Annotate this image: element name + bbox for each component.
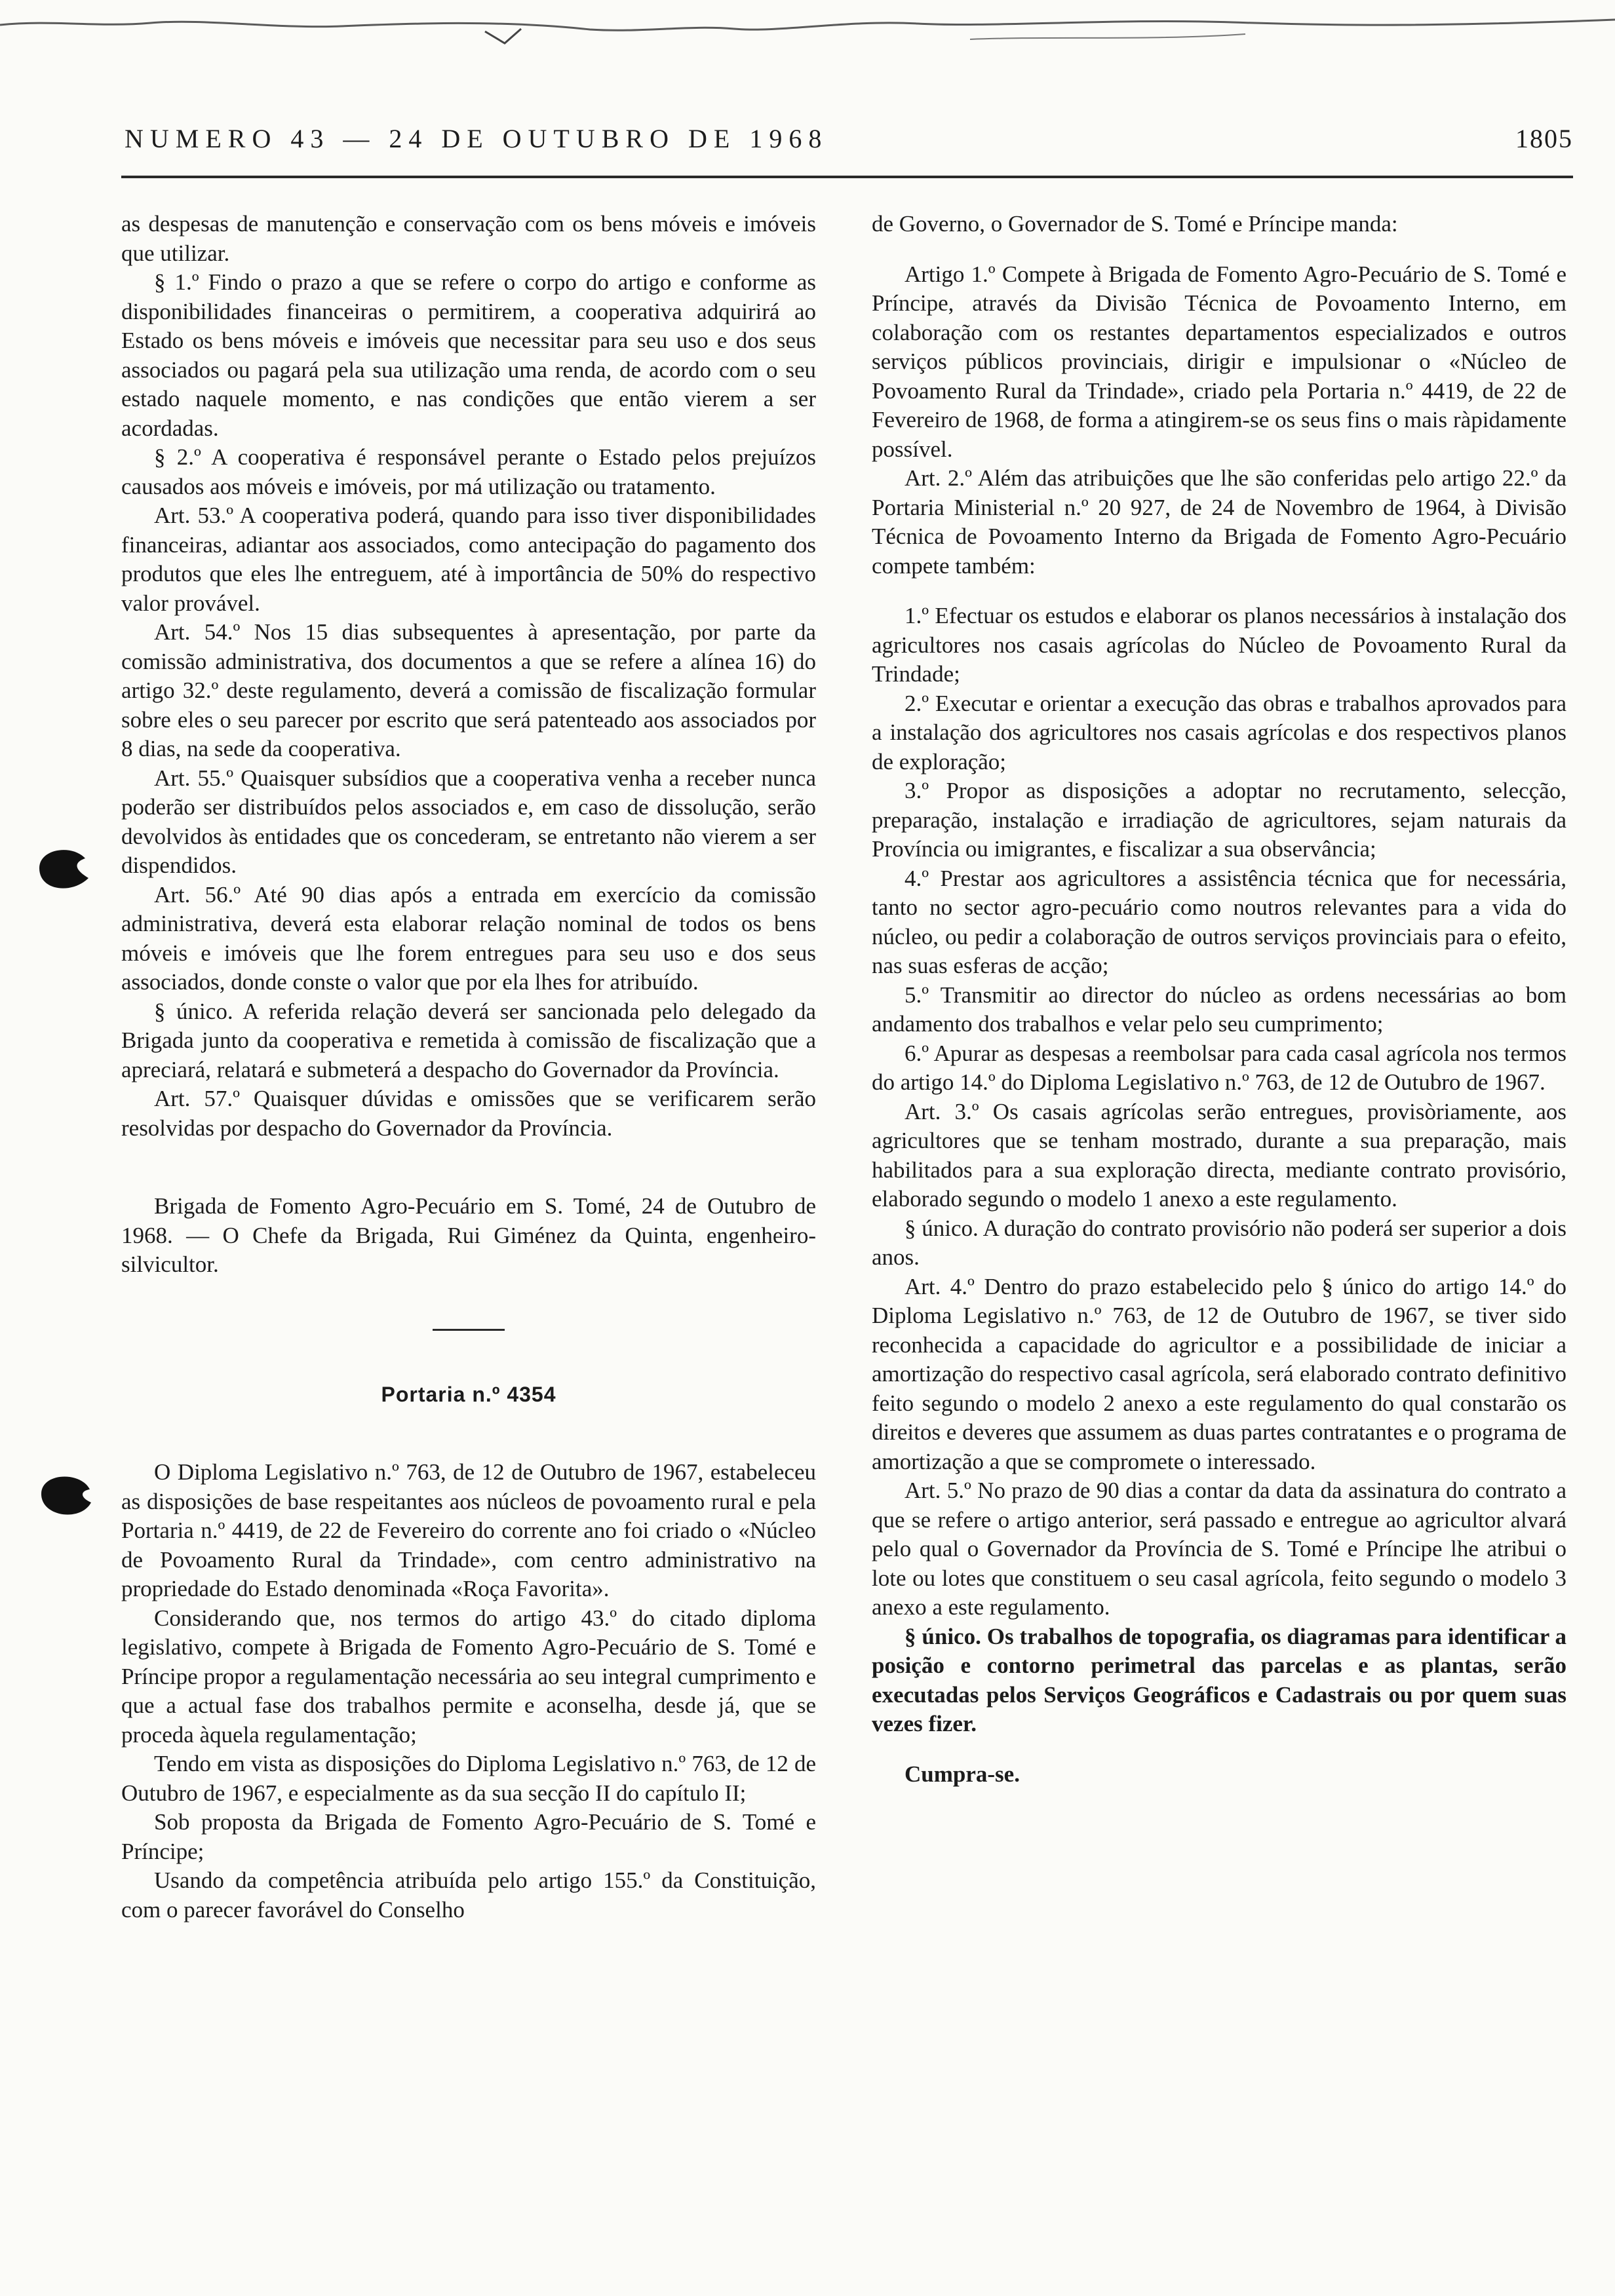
article-3: Art. 3.º Os casais agrícolas serão entregues, provisòriamente, aos agricultores que se tenham mostrado, durante a sua preparação, mais habilitados para a sua exploração directa, mediante contrato provisório, elaborado segundo o modelo 1 anexo a este regulamento. <box>872 1098 1566 1212</box>
preamble-paragraph: Usando da competência atribuída pelo artigo 155.º da Constituição, com o parecer favorável do Conselho <box>121 1867 816 1923</box>
article-57: Art. 57.º Quaisquer dúvidas e omissões que se verificarem serão resolvidas por despacho do Governador da Província. <box>121 1086 816 1141</box>
article-5: Art. 5.º No prazo de 90 dias a contar da data da assinatura do contrato a que se refere o artigo anterior, será passado e entregue ao agricultor alvará pelo qual o Governador da Província de S. Tomé e Príncipe lhe atribui o lote ou lotes que constituem o seu casal agrícola, feito segundo o modelo 3 anexo a este regulamento. <box>872 1478 1566 1620</box>
article-2: Art. 2.º Além das atribuições que lhe são conferidas pelo artigo 22.º da Portaria Ministerial n.º 20 927, de 24 de Novembro de 1964, à Divisão Técnica de Povoamento Interno da Brigada de Fomento Agro-Pecuário compete também: <box>872 465 1566 579</box>
issue-date: NUMERO 43 — 24 DE OUTUBRO DE 1968 <box>125 124 828 153</box>
punch-hole-mark-upper <box>26 839 98 898</box>
paragraph: § 2.º A cooperativa é responsável perante o Estado pelos prejuízos causados aos móveis e imóveis, por má utilização ou tratamento. <box>121 444 816 499</box>
closing-formula: Cumpra-se. <box>905 1761 1020 1787</box>
list-item: 3.º Propor as disposições a adoptar no recrutamento, selecção, preparação, instalação e irradiação de agricultores, sejam naturais da Província ou imigrantes, e fiscalizar a sua observância; <box>872 778 1566 862</box>
preamble-paragraph: Considerando que, nos termos do artigo 43.º do citado diploma legislativo, compete à Brigada de Fomento Agro-Pecuário de S. Tomé e Príncipe propor a regulamentação necessária ao seu integral cumprimento e que a actual fase dos trabalhos permite e aconselha, desde já, que se proceda àquela regulamentação; <box>121 1605 816 1748</box>
article-55: Art. 55.º Quaisquer subsídios que a cooperativa venha a receber nunca poderão ser distribuídos pelos associados e, em caso de dissolução, serão devolvidos às entidades que os concederam, se entretanto não vierem a ser dispendidos. <box>121 765 816 878</box>
signature-block: Brigada de Fomento Agro-Pecuário em S. Tomé, 24 de Outubro de 1968. — O Chefe da Brigada, Rui Giménez da Quinta, engenheiro-silvicultor. <box>121 1193 816 1277</box>
list-item: 6.º Apurar as despesas a reembolsar para cada casal agrícola nos termos do artigo 14.º do Diploma Legislativo n.º 763, de 12 de Outubro de 1967. <box>872 1040 1566 1095</box>
page-header <box>125 117 1573 163</box>
scan-edge-marks <box>0 0 1615 72</box>
paragraph-unico: § único. Os trabalhos de topografia, os diagramas para identificar a posição e contorno perimetral das parcelas e as plantas, serão executadas pelos Serviços Geográficos e Cadastrais ou por quem suas vezes fizer. <box>872 1623 1566 1736</box>
article-53: Art. 53.º A cooperativa poderá, quando para isso tiver disponibilidades financeiras, adiantar aos associados, como antecipação do pagamento dos produtos que eles lhe entreguem, até à importância de 50% do respectivo valor provável. <box>121 503 816 616</box>
paragraph: § 1.º Findo o prazo a que se refere o corpo do artigo e conforme as disponibilidades financeiras o permitirem, a cooperativa adquirirá ao Estado os bens móveis e imóveis que necessitar para seu uso e dos seus associados ou pagará pela sua utilização uma renda, de acordo com o seu estado naquele momento, e nas condições que então vierem a ser acordadas. <box>121 269 816 441</box>
preamble-paragraph: O Diploma Legislativo n.º 763, de 12 de Outubro de 1967, estabeleceu as disposições de base respeitantes aos núcleos de povoamento rural e pela Portaria n.º 4419, de 22 de Fevereiro do corrente ano foi criado o «Núcleo de Povoamento Rural da Trindade», com centro administrativo na propriedade do Estado denominada «Roça Favorita». <box>121 1459 816 1601</box>
article-1: Artigo 1.º Compete à Brigada de Fomento Agro-Pecuário de S. Tomé e Príncipe, através da Divisão Técnica de Povoamento Interno, em colaboração com os restantes departamentos especializados e outros serviços públicos provinciais, dirigir e impulsionar o «Núcleo de Povoamento Rural da Trindade», criado pela Portaria n.º 4419, de 22 de Fevereiro de 1968, de forma a atingirem-se os seus fins o mais ràpidamente possível. <box>872 261 1566 462</box>
preamble-paragraph: Sob proposta da Brigada de Fomento Agro-Pecuário de S. Tomé e Príncipe; <box>121 1809 816 1864</box>
right-column <box>872 210 1566 1789</box>
article-4: Art. 4.º Dentro do prazo estabelecido pelo § único do artigo 14.º do Diploma Legislativo n.º 763, de 12 de Outubro de 1967, se tiver sido reconhecida a capacidade do agricultor e a possibilidade de iniciar a amortização do respectivo casal agrícola, será elaborado contrato definitivo feito segundo o modelo 2 anexo a este regulamento do qual constarão os direitos e deveres que assumem as duas partes contratantes e o programa de amortização a que se compromete o interessado. <box>872 1273 1566 1474</box>
list-item: 2.º Executar e orientar a execução das obras e trabalhos aprovados para a instalação dos agricultores nos casais agrícolas e dos respectivos planos de exploração; <box>872 690 1566 775</box>
preamble-paragraph: Tendo em vista as disposições do Diploma Legislativo n.º 763, de 12 de Outubro de 1967, e especialmente as da sua secção II do capítulo II; <box>121 1751 816 1806</box>
article-54: Art. 54.º Nos 15 dias subsequentes à apresentação, por parte da comissão administrativa, dos documentos a que se refere a alínea 16) do artigo 32.º deste regulamento, deverá a comissão de fiscalização formular sobre eles o seu parecer por escrito que será patenteado aos associados por 8 dias, na sede da cooperativa. <box>121 619 816 761</box>
list-item: 5.º Transmitir ao director do núcleo as ordens necessárias ao bom andamento dos trabalhos e velar pelo seu cumprimento; <box>872 982 1566 1037</box>
paragraph-unico: § único. A duração do contrato provisório não poderá ser superior a dois anos. <box>872 1215 1566 1270</box>
portaria-heading: Portaria n.º 4354 <box>381 1382 556 1406</box>
article-56: Art. 56.º Até 90 dias após a entrada em exercício da comissão administrativa, deverá esta elaborar relação nominal de todos os bens móveis e imóveis que lhe forem entregues para seu uso e dos seus associados, donde conste o valor que por ela lhes for atribuído. <box>121 881 816 995</box>
header-rule <box>121 176 1573 178</box>
list-item: 4.º Prestar aos agricultores a assistência técnica que for necessária, tanto no sector agro-pecuário como noutros relevantes para a vida do núcleo, ou pedir a colaboração de outros serviços provinciais para o efeito, nas suas esferas de acção; <box>872 865 1566 978</box>
decree-intro: de Governo, o Governador de S. Tomé e Príncipe manda: <box>872 211 1398 237</box>
punch-hole-mark-lower <box>29 1464 102 1523</box>
page-number: 1805 <box>1515 124 1573 153</box>
list-item: 1.º Efectuar os estudos e elaborar os planos necessários à instalação dos agricultores nos casais agrícolas do Núcleo de Povoamento Rural da Trindade; <box>872 603 1566 687</box>
left-column <box>121 210 816 1924</box>
paragraph-unico: § único. A referida relação deverá ser sancionada pelo delegado da Brigada junto da cooperativa e remetida à comissão de fiscalização que a apreciará, relatará e submeterá a despacho do Governador da Província. <box>121 998 816 1082</box>
paragraph: as despesas de manutenção e conservação com os bens móveis e imóveis que utilizar. <box>121 211 816 266</box>
